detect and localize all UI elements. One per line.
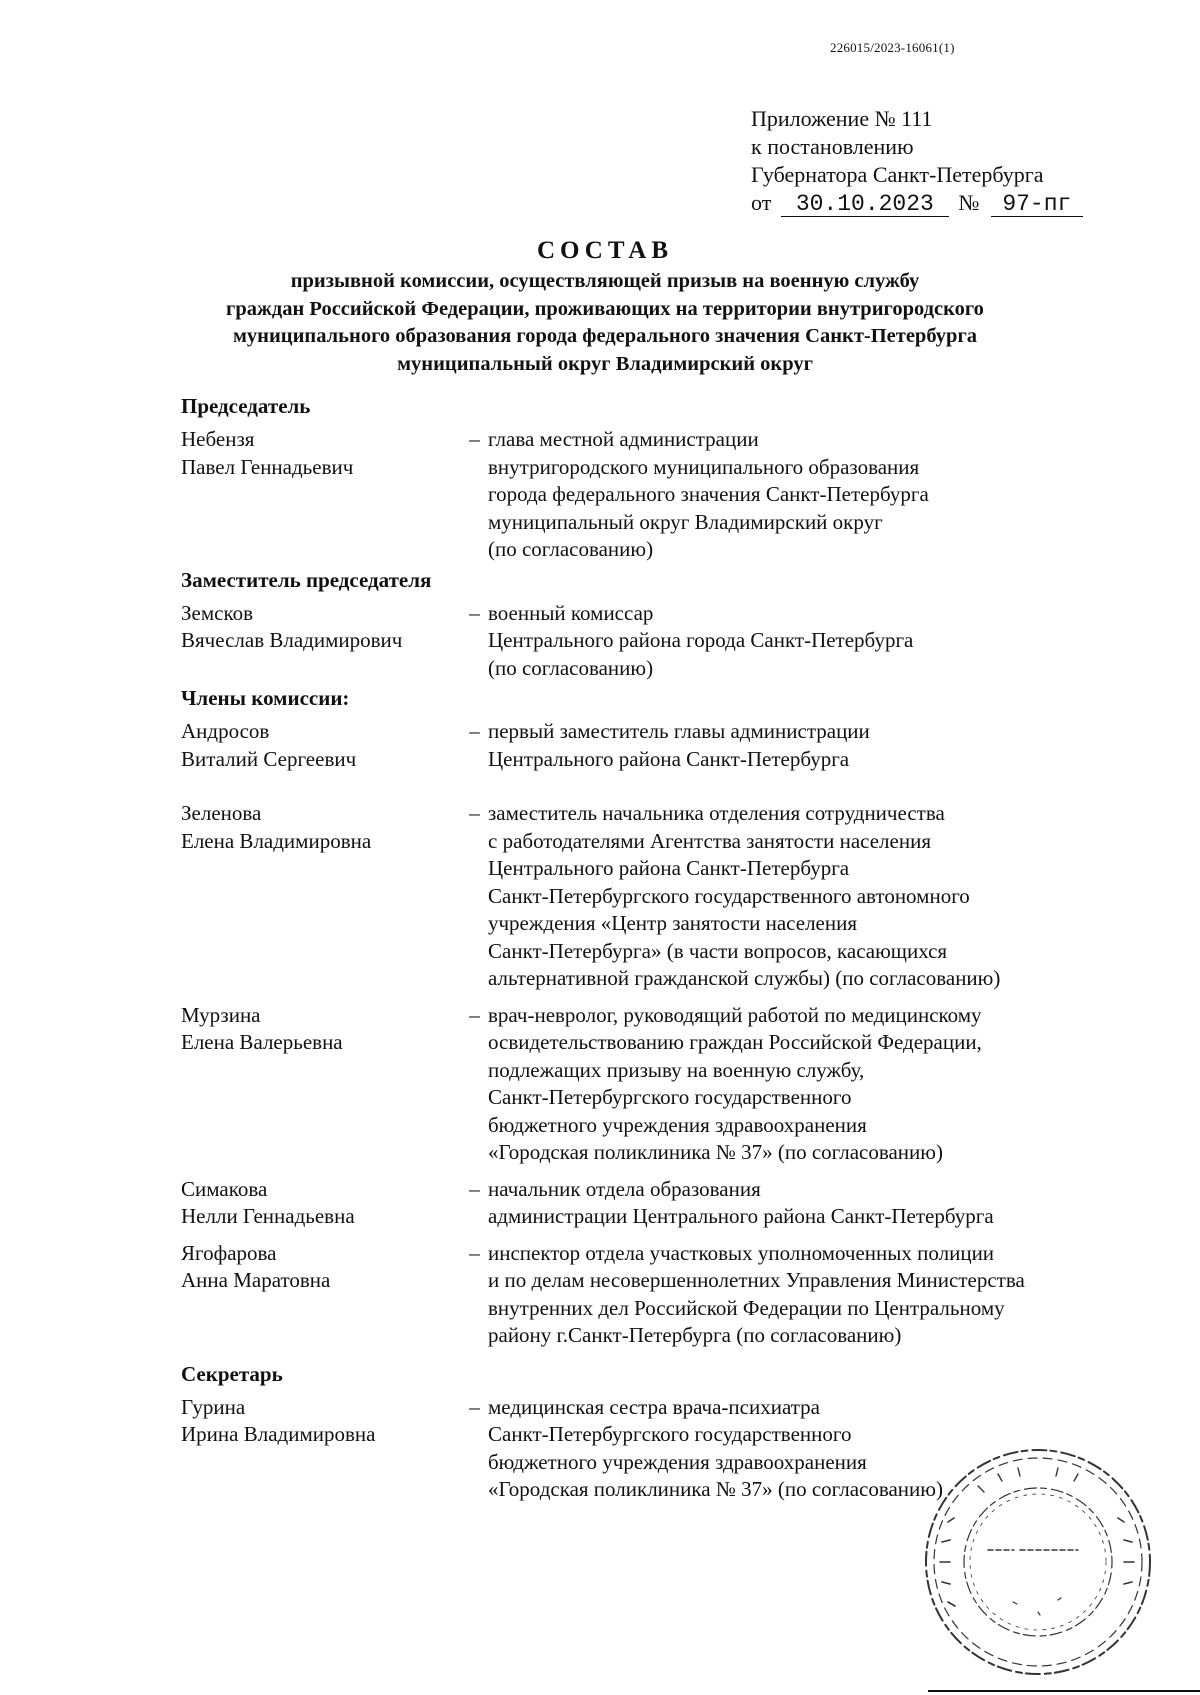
dash-separator: – [469,600,480,625]
section-heading-secretary: Секретарь [181,1361,283,1386]
official-seal-stamp [918,1442,1158,1682]
dash-separator: – [469,801,480,825]
subtitle-line: граждан Российской Федерации, проживающих на территории внутригородского [226,297,984,320]
member-name: Ягофарова Анна Маратовна [181,1240,331,1292]
member-entry [181,1240,1121,1350]
bottom-rule [928,1690,1200,1692]
section-heading-members: Члены комиссии: [181,686,350,710]
dash-separator: – [469,427,480,451]
member-name: Зеленова Елена Владимировна [181,801,372,853]
subtitle-line: муниципального образования города федерального значения Санкт-Петербурга [232,325,978,347]
member-position: врач-невролог, руководящий работой по медицинскому освидетельствованию граждан Российской Федерации, подлежащих призыву на военную службу, Санкт-Петербургского государственного бюджетного учреждения здравоохранения «Городская поликлиника № 37» (по согласованию) [488,1002,982,1164]
member-position: начальник отдела образования администрации Центрального района Санкт-Петербурга [488,1176,994,1228]
dash-separator: – [469,1176,480,1201]
section-heading-deputy-chairman: Заместитель председателя [181,567,432,592]
member-entry [181,426,1121,564]
member-name: Симакова Нелли Геннадьевна [181,1176,355,1228]
appendix-number: Приложение № 111 [751,106,933,131]
member-entry [181,718,1121,773]
dash-separator: – [469,1002,480,1027]
member-entry [181,800,1121,993]
number-sign: № [958,190,980,215]
member-position: военный комиссар Центрального района города Санкт-Петербурга (по согласованию) [488,600,914,680]
appendix-block [751,105,1083,217]
dash-separator: – [469,719,480,743]
commission-list [181,392,1121,1504]
dash-separator: – [469,1394,480,1419]
member-name: Гурина Ирина Владимировна [181,1394,376,1446]
member-name: Мурзина Елена Валерьевна [181,1002,343,1054]
from-label: от [751,190,772,215]
document-registration-number: 226015/2023-16061(1) [830,40,955,55]
member-entry [181,1176,1121,1231]
member-position: глава местной администрации внутригородского муниципального образования города федерального значения Санкт-Петербурга муниципальный округ Владимирский округ (по согласованию) [488,427,929,561]
appendix-issuer: Губернатора Санкт-Петербурга [751,162,1044,187]
decree-number: 97-пг [991,192,1083,217]
document-subtitle [150,268,1060,378]
title-block [150,236,1060,378]
member-entry [181,1002,1121,1167]
dash-separator: – [469,1240,480,1265]
member-position: медицинская сестра врача-психиатра Санкт-Петербургского государственного бюджетного учреждения здравоохранения «Городская поликлиника № 37» (по согласованию) [488,1394,943,1501]
document-title: СОСТАВ [536,237,674,264]
member-name: Андросов Виталий Сергеевич [181,719,357,771]
decree-date: 30.10.2023 [781,192,949,217]
appendix-date-row [751,189,1083,217]
member-name: Земсков Вячеслав Владимирович [181,600,403,652]
appendix-reference: к постановлению [751,134,914,159]
member-name: Небензя Павел Геннадьевич [181,427,354,479]
member-entry [181,600,1121,683]
member-position: первый заместитель главы администрации Центрального района Санкт-Петербурга [488,719,870,771]
section-heading-chairman: Председатель [181,394,311,418]
member-position: инспектор отдела участковых уполномоченных полиции и по делам несовершеннолетних Управления Министерства внутренних дел Российской Федерации по Центральному району г.Санкт-Петербурга (по согласованию) [488,1240,1025,1347]
subtitle-line: муниципальный округ Владимирский округ [397,352,813,375]
subtitle-line: призывной комиссии, осуществляющей призыв на военную службу [290,270,920,292]
member-position: заместитель начальника отделения сотрудничества с работодателями Агентства занятости населения Центрального района Санкт-Петербурга Санкт-Петербургского государственного автономного учреждения «Центр занятости населения Санкт-Петербурга» (в части вопросов, касающихся альтернативной гражданской службы) (по согласованию) [488,801,1001,990]
